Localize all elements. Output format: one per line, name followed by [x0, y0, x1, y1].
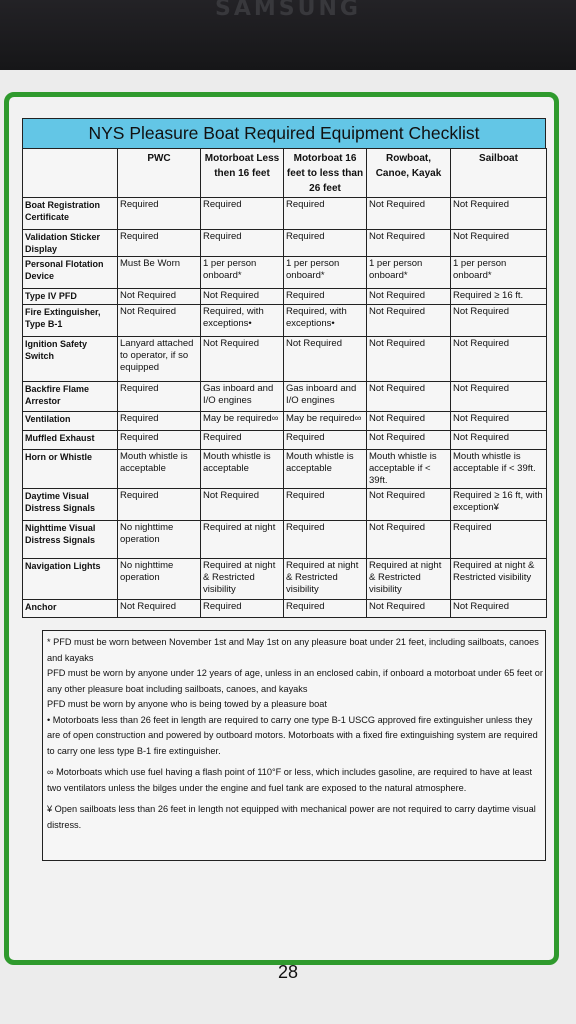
- row-label: Nighttime Visual Distress Signals: [23, 521, 118, 559]
- table-cell: Not Required: [118, 305, 201, 337]
- footnote: PFD must be worn by anyone who is being towed by a pleasure boat: [47, 699, 327, 709]
- row-label: Type IV PFD: [23, 289, 118, 305]
- table-cell: Required: [118, 198, 201, 230]
- table-cell: Not Required: [367, 230, 451, 257]
- column-header: Rowboat, Canoe, Kayak: [367, 149, 451, 198]
- table-cell: Required at night & Restricted visibility: [451, 559, 547, 600]
- row-label: Ventilation: [23, 412, 118, 431]
- table-cell: No nighttime operation: [118, 559, 201, 600]
- row-label: Navigation Lights: [23, 559, 118, 600]
- table-row: [23, 489, 547, 521]
- table-cell: Mouth whistle is acceptable: [118, 450, 201, 489]
- table-cell: Required: [284, 289, 367, 305]
- row-label: Muffled Exhaust: [23, 431, 118, 450]
- footnote: PFD must be worn by anyone under 12 years of age, unless in an enclosed cabin, if onboard a motorboat under 65 feet or any other pleasure boat including sailboats, canoes, and kayaks: [47, 668, 543, 694]
- table-row: [23, 450, 547, 489]
- table-row: [23, 337, 547, 382]
- table-cell: Lanyard attached to operator, if so equipped: [118, 337, 201, 382]
- table-cell: Not Required: [367, 489, 451, 521]
- table-cell: Mouth whistle is acceptable: [284, 450, 367, 489]
- table-cell: Not Required: [367, 412, 451, 431]
- table-cell: Mouth whistle is acceptable if < 39ft.: [367, 450, 451, 489]
- table-cell: Not Required: [367, 600, 451, 618]
- table-cell: Required: [451, 521, 547, 559]
- row-label: Fire Extinguisher, Type B-1: [23, 305, 118, 337]
- column-header: [23, 149, 118, 198]
- table-header-row: [23, 149, 547, 198]
- table-cell: Not Required: [451, 412, 547, 431]
- table-cell: Gas inboard and I/O engines: [284, 382, 367, 412]
- row-label: Validation Sticker Display: [23, 230, 118, 257]
- table-cell: Not Required: [367, 289, 451, 305]
- footnotes-box: [42, 630, 546, 861]
- table-cell: Required: [284, 489, 367, 521]
- device-brand-logo: SAMSUNG: [215, 0, 361, 21]
- row-label: Ignition Safety Switch: [23, 337, 118, 382]
- table-cell: Not Required: [367, 431, 451, 450]
- table-row: [23, 257, 547, 289]
- table-cell: 1 per person onboard*: [451, 257, 547, 289]
- row-label: Backfire Flame Arrestor: [23, 382, 118, 412]
- footnote: ∞ Motorboats which use fuel having a flash point of 110°F or less, which includes gasoline, are required to have at least two ventilators unless the bilges under the engine and fuel tank are exposed to the natural atmosphere.: [47, 767, 533, 793]
- table-cell: Required: [284, 431, 367, 450]
- table-cell: Required, with exceptions•: [201, 305, 284, 337]
- equipment-checklist-table: [22, 148, 547, 618]
- table-row: [23, 289, 547, 305]
- table-row: [23, 600, 547, 618]
- table-cell: Mouth whistle is acceptable if < 39ft.: [451, 450, 547, 489]
- table-cell: No nighttime operation: [118, 521, 201, 559]
- table-cell: Required, with exceptions•: [284, 305, 367, 337]
- table-cell: Gas inboard and I/O engines: [201, 382, 284, 412]
- table-cell: Not Required: [451, 337, 547, 382]
- table-cell: 1 per person onboard*: [367, 257, 451, 289]
- column-header: Motorboat 16 feet to less than 26 feet: [284, 149, 367, 198]
- table-cell: Required at night: [201, 521, 284, 559]
- table-cell: Required at night & Restricted visibility: [201, 559, 284, 600]
- column-header: Sailboat: [451, 149, 547, 198]
- table-cell: Not Required: [118, 289, 201, 305]
- table-cell: Not Required: [451, 230, 547, 257]
- table-cell: Not Required: [451, 305, 547, 337]
- table-cell: Not Required: [451, 431, 547, 450]
- table-cell: Required ≥ 16 ft.: [451, 289, 547, 305]
- row-label: Horn or Whistle: [23, 450, 118, 489]
- table-row: [23, 382, 547, 412]
- table-cell: Required ≥ 16 ft, with exception¥: [451, 489, 547, 521]
- table-row: [23, 305, 547, 337]
- table-cell: Not Required: [451, 382, 547, 412]
- table-cell: Required at night & Restricted visibility: [284, 559, 367, 600]
- table-row: [23, 559, 547, 600]
- table-row: [23, 198, 547, 230]
- table-cell: Required: [201, 431, 284, 450]
- table-row: [23, 412, 547, 431]
- table-row: [23, 431, 547, 450]
- table-cell: Required: [284, 198, 367, 230]
- table-cell: Required: [118, 230, 201, 257]
- table-cell: May be required∞: [201, 412, 284, 431]
- table-cell: 1 per person onboard*: [284, 257, 367, 289]
- table-cell: Not Required: [201, 337, 284, 382]
- table-cell: Required: [118, 382, 201, 412]
- table-cell: Must Be Worn: [118, 257, 201, 289]
- table-cell: Required: [118, 431, 201, 450]
- row-label: Anchor: [23, 600, 118, 618]
- table-cell: Not Required: [201, 489, 284, 521]
- table-cell: Mouth whistle is acceptable: [201, 450, 284, 489]
- table-cell: Not Required: [284, 337, 367, 382]
- table-cell: Not Required: [451, 600, 547, 618]
- table-cell: Not Required: [367, 382, 451, 412]
- device-bezel: [0, 0, 576, 70]
- table-cell: Required: [284, 230, 367, 257]
- row-label: Boat Registration Certificate: [23, 198, 118, 230]
- footnote: ¥ Open sailboats less than 26 feet in length not equipped with mechanical power are not required to carry daytime visual distress.: [47, 804, 536, 830]
- table-cell: Not Required: [451, 198, 547, 230]
- row-label: Personal Flotation Device: [23, 257, 118, 289]
- footnote: * PFD must be worn between November 1st and May 1st on any pleasure boat under 21 feet, including sailboats, canoes and kayaks: [47, 637, 539, 663]
- table-cell: Not Required: [118, 600, 201, 618]
- table-cell: Not Required: [367, 198, 451, 230]
- footnote: • Motorboats less than 26 feet in length are required to carry one type B-1 USCG approved fire extinguisher unless they are of open construction and powered by outboard motors. Motorboats with a fixed fire extinguishing system are required to carry one less type B-1 fire extinguisher.: [47, 714, 538, 756]
- row-label: Daytime Visual Distress Signals: [23, 489, 118, 521]
- table-cell: Required: [118, 489, 201, 521]
- table-cell: Not Required: [367, 521, 451, 559]
- column-header: PWC: [118, 149, 201, 198]
- table-cell: Not Required: [367, 305, 451, 337]
- page-title: NYS Pleasure Boat Required Equipment Checklist: [22, 118, 546, 149]
- page-number: 28: [277, 962, 299, 982]
- table-cell: Not Required: [367, 337, 451, 382]
- table-cell: Required: [118, 412, 201, 431]
- table-row: [23, 521, 547, 559]
- table-cell: Required at night & Restricted visibility: [367, 559, 451, 600]
- column-header: Motorboat Less then 16 feet: [201, 149, 284, 198]
- table-row: [23, 230, 547, 257]
- table-cell: Required: [284, 521, 367, 559]
- table-cell: May be required∞: [284, 412, 367, 431]
- table-cell: Required: [284, 600, 367, 618]
- table-cell: Required: [201, 600, 284, 618]
- table-cell: 1 per person onboard*: [201, 257, 284, 289]
- table-cell: Not Required: [201, 289, 284, 305]
- table-cell: Required: [201, 198, 284, 230]
- table-cell: Required: [201, 230, 284, 257]
